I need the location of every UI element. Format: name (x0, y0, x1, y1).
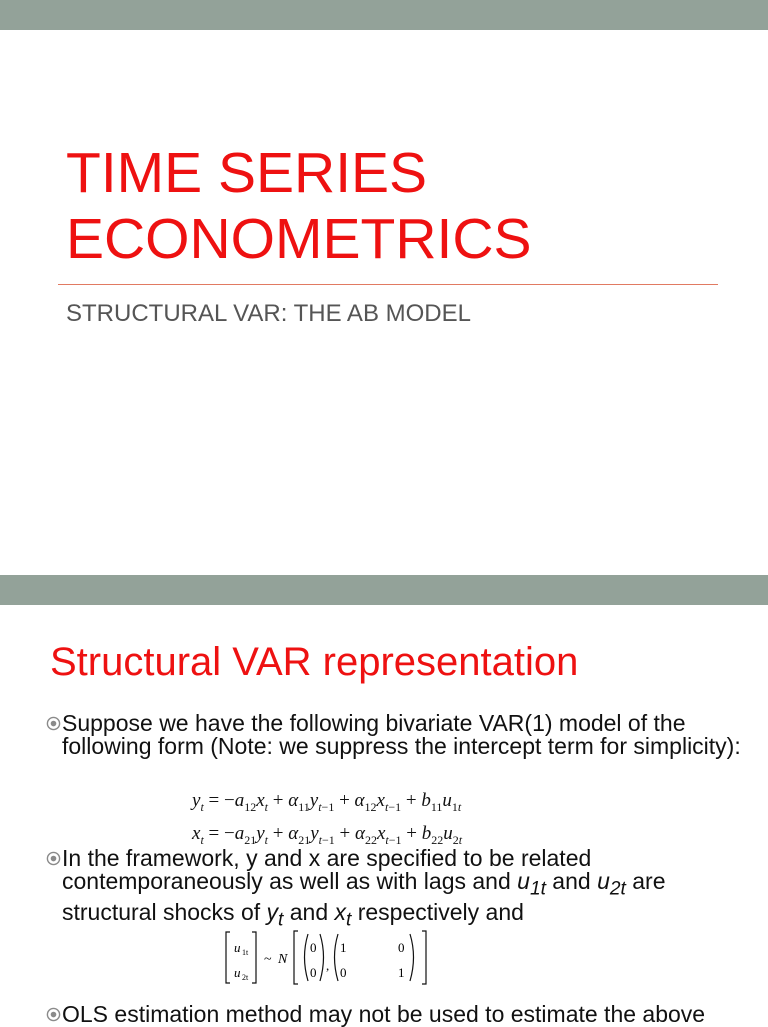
bullet-text: OLS estimation method may not be used to estimate the above (62, 1001, 706, 1027)
svg-text:N: N (278, 952, 288, 967)
slide-separator-band (0, 575, 768, 605)
svg-text:u: u (234, 965, 241, 980)
bullet-circle-icon (46, 851, 61, 866)
svg-text:,: , (326, 958, 330, 973)
svg-text:0: 0 (310, 940, 317, 955)
bullet-circle-icon (46, 716, 61, 731)
bullet-text: In the framework, y and x are specified to be related contemporaneously as well as with lags and $u_{1t}$ and $u_{2t}$ are structural shocks of $y_t$ and $x_t$ respectively and (62, 845, 666, 931)
svg-text:0: 0 (340, 965, 347, 980)
bullet-item (46, 712, 746, 758)
slide-top-band (0, 0, 768, 30)
shock-distribution-matrix (222, 930, 432, 985)
title-divider (58, 284, 718, 285)
slide1-title (66, 140, 726, 272)
slide1-subtitle: STRUCTURAL VAR: THE AB MODEL (66, 300, 471, 327)
slide2-title: Structural VAR representation (50, 640, 579, 684)
svg-text:u: u (234, 940, 241, 955)
equation-y: $y_t = -a_{12}x_t + \alpha_{11}y_{t-1} + \alpha_{12}x_{t-1} + b_{11}u_{1t}$ (192, 790, 462, 814)
svg-text:1: 1 (340, 940, 347, 955)
bullet-text: Suppose we have the following bivariate VAR(1) model of the following form (Note: we suppress the intercept term for simplicity): (62, 710, 741, 759)
title-line-1: TIME SERIES (66, 141, 428, 205)
svg-text:~: ~ (264, 952, 272, 967)
bullet-item (46, 847, 746, 931)
svg-text:2t: 2t (242, 973, 249, 982)
svg-text:1t: 1t (242, 948, 249, 957)
bullet-circle-icon (46, 1007, 61, 1022)
svg-text:0: 0 (310, 965, 317, 980)
equation-x: $x_t = -a_{21}y_t + \alpha_{21}y_{t-1} + \alpha_{22}x_{t-1} + b_{22}u_{2t}$ (192, 823, 463, 847)
bullet-item (46, 1003, 746, 1026)
svg-text:0: 0 (398, 940, 405, 955)
svg-text:1: 1 (398, 965, 405, 980)
title-line-2: ECONOMETRICS (66, 207, 532, 271)
